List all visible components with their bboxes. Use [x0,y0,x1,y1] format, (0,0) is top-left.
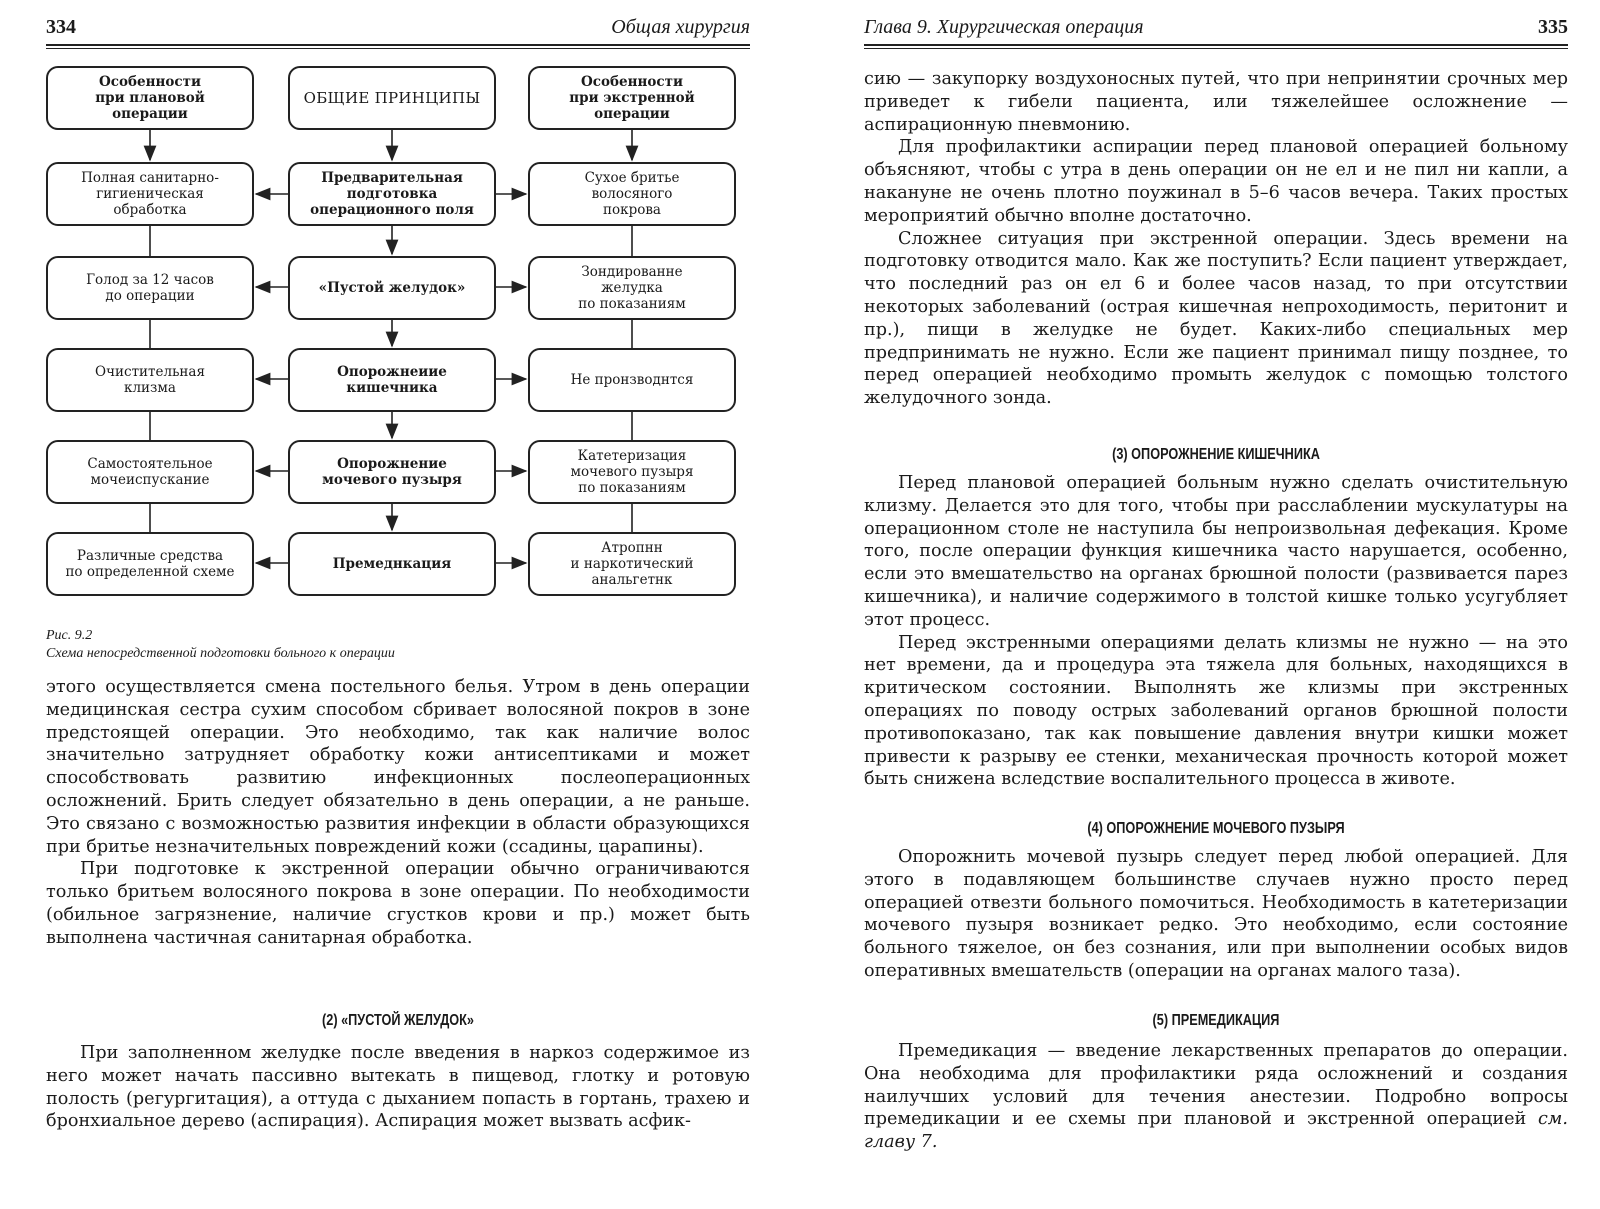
page-number: 335 [1538,16,1568,38]
paragraph: Опорожнить мочевой пузырь следует перед любой операцией. Для этого в подавляющем большинстве случаев нужно просто перед операцией отвезти больного помочиться. Необходимость в катетеризации мочевого пузыря возникает редко. Это необходимо, если состояние больного тяжелое, он без сознания, или при выполнении особых видов оперативных вмешательств (операции на органах малого таза). [864,847,1568,981]
section-heading: (5) ПРЕМЕДИКАЦИЯ [1152,1012,1280,1029]
page-number: 334 [46,16,76,38]
paragraph [864,1040,1568,1154]
node-bladder-emptying: Опорожнение мочевого пузыря [288,440,496,504]
section-heading: (3) ОПОРОЖНЕНИЕ КИШЕЧНИКА [1112,446,1320,463]
paragraph: сию — закупорку воздухоносных путей, что при непринятии срочных мер приведет к гибели пациента, или тяжелейшее осложнение — аспирационную пневмонию. [864,69,1568,135]
header-rule [864,44,1568,49]
node-field-preparation: Предварительная подготовка операционного поля [288,162,496,226]
paragraph: Перед экстренными операциями делать клизмы не нужно — на это нет времени, да и процедура эта тяжела для больных, находящихся в критическом состоянии. Выполнять же клизмы при экстренных операциях по поводу острых заболеваний органов брюшной полости противопоказано, так как повышение давления внутри кишки может привести к разрыву ее стенки, механическая прочность которой может быть снижена вследствие воспалительного процесса в животе. [864,632,1568,790]
left-body-text [46,676,750,950]
running-title: Общая хирургия [611,16,750,38]
section5-text [864,1040,1568,1154]
node-bowel-emptying: Опорожнеиие кишечника [288,348,496,412]
right-intro-text [864,68,1568,410]
section3-text [864,472,1568,791]
paragraph-text: Премедикация — введение лекарственных препаратов до операции. Она необходима для профилактики ряда осложнений и создания наилучших условий для течения анестезии. Подробно вопросы премедикации и ее схемы при плановой и экстренной операцией [864,1041,1568,1130]
node-various-means: Различные средства по определенной схеме [46,532,254,596]
header-rule [46,44,750,49]
node-sanitary-treatment: Полная санитарно- гигиеническая обработка [46,162,254,226]
paragraph: Сложнее ситуация при экстренной операции. Здесь времени на подготовку отводится мало. Как же поступить? Если пациент утверждает, что последний раз он ел 6 и более часов назад, то при отсутствии некоторых заболеваний (острая кишечная непроходимость, перитонит и пр.), пищи в желудке не будет. Каких-либо специальных мер предпринимать не нужно. Если же пациент принимал пищу позднее, то перед операцией необходимо промыть желудок с помощью толстого желудочного зонда. [864,228,1568,409]
node-emergency-features: Особенности при экстренной операции [528,66,736,130]
node-enema: Очистительная клизма [46,348,254,412]
paragraph: Перед плановой операцией больным нужно сделать очистительную клизму. Делается это для того, чтобы при расслаблении мускулатуры на операционном столе не наступила бы непроизвольная дефекация. Кроме того, после операции функция кишечника часто нарушается, особенно, если это вмешательство на органах брюшной полости (развивается парез кишечника), и наличие содержимого в толстой кишке только усугубляет этот процесс. [864,473,1568,630]
section4-text [864,846,1568,983]
flowchart [46,66,746,616]
node-fasting: Голод за 12 часов до операции [46,256,254,320]
node-not-performed: Не пронзводнтся [528,348,736,412]
section-heading: (4) ОПОРОЖНЕНИЕ МОЧЕВОГО ПУЗЫРЯ [1087,820,1345,837]
node-dry-shave: Сухое бритье волосяного покрова [528,162,736,226]
right-page [800,0,1600,1209]
node-planned-features: Особенности при плановой операции [46,66,254,130]
node-atropine: Атропнн и наркотический анальгетнк [528,532,736,596]
running-title: Глава 9. Хирургическая операция [864,16,1144,38]
page-header-right [864,16,1568,42]
section-heading: (2) «ПУСТОЙ ЖЕЛУДОК» [322,1012,474,1029]
node-catheterization: Катетеризация мочевого пузыря по показаниям [528,440,736,504]
page-header-left [46,16,750,42]
paragraph: Для профилактики аспирации перед плановой операцией больному объясняют, чтобы с утра в день операции он не ел и не пил ни капли, а накануне не очень плотно поужинал в 5–6 часов вечера. Таких простых мероприятий обычно вполне достаточно. [864,137,1568,226]
node-gastric-probe: Зондированне желудка по показаниям [528,256,736,320]
figure-caption-label: Рис. 9.2 [46,628,93,643]
node-premedication: Премеднкация [288,532,496,596]
paragraph: При подготовке к экстренной операции обычно ограничиваются только бритьем волосяного покрова в зоне операции. По необходимости (обильное загрязнение, наличие сгустков крови и пр.) может быть выполнена частичная санитарная обработка. [46,859,750,948]
paragraph: При заполненном желудке после введения в наркоз содержимое из него может начать пассивно вытекать в пищевод, глотку и ротовую полость (регургитация), а оттуда с дыханием попасть в гортань, трахею и бронхиальное дерево (аспирация). Аспирация может вызвать асфик- [46,1043,750,1132]
node-general-principles: ОБЩИЕ ПРИНЦИПЫ [288,66,496,130]
node-empty-stomach: «Пустой желудок» [288,256,496,320]
figure-caption-text: Схема непосредственной подготовки больного к операции [46,646,395,661]
node-self-urination: Самостоятельное мочеиспускание [46,440,254,504]
chapter-reference: см. главу 7. [864,1109,1568,1153]
left-section-text [46,1042,750,1133]
paragraph: этого осуществляется смена постельного белья. Утром в день операции медицинская сестра сухим способом сбривает волосяной покров в зоне предстоящей операции. Это необходимо, так как наличие волос значительно затрудняет обработку кожи антисептиками и может способствовать развитию инфекционных послеоперационных осложнений. Брить следует обязательно в день операции, а не раньше. Это связано с возможностью развития инфекции в области образующихся при бритье незначительных повреждений кожи (ссадины, царапины). [46,677,750,857]
